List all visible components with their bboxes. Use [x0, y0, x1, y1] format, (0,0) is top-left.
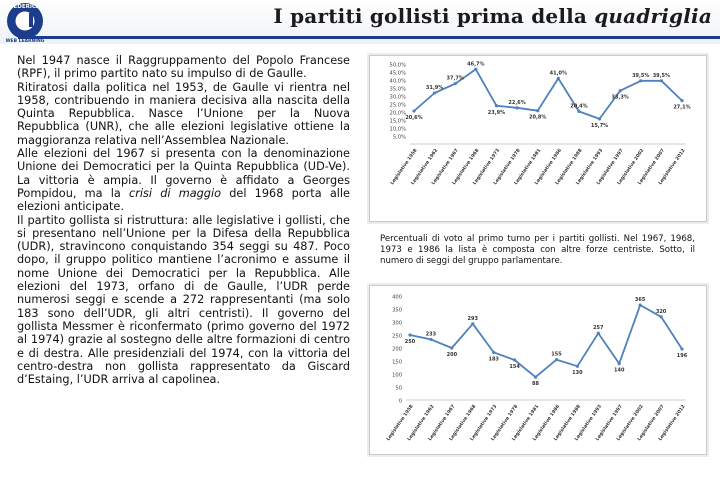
data-point — [534, 376, 537, 379]
x-tick-label: Legislative 1962 — [407, 404, 436, 443]
y-tick-label: 25,0% — [389, 102, 406, 109]
data-label: 20,4% — [570, 103, 588, 110]
federica-logo — [2, 0, 48, 46]
logo-text: FEDERICA — [9, 4, 41, 10]
x-tick-label: Legislative 2007 — [637, 148, 667, 187]
data-label: 233 — [425, 331, 437, 338]
data-point — [557, 77, 560, 80]
paragraph-udve — [17, 147, 350, 213]
y-tick-label: 50 — [395, 385, 402, 392]
chart-caption: Percentuali di voto al primo turno per i partiti gollisti. Nel 1967, 1968, 1973 e 1986 la lista è composta con altre forze centriste. Sotto, il numero di seggi del gruppo parlamentare. — [380, 234, 695, 266]
x-tick-label: Legislative 1981 — [511, 404, 541, 443]
y-tick-label: 0 — [398, 398, 402, 405]
x-tick-label: Legislative 1997 — [596, 148, 625, 187]
x-tick-label: Legislative 1967 — [427, 404, 457, 443]
header-rule — [18, 36, 720, 39]
data-label: 15,7% — [590, 122, 609, 129]
data-point — [471, 322, 474, 325]
y-tick-label: 100 — [392, 372, 402, 379]
vote-percentage-chart — [369, 55, 707, 222]
data-label: 33,3% — [611, 94, 629, 101]
title-main: I partiti gollisti prima della — [273, 4, 595, 28]
data-label: 365 — [634, 297, 646, 304]
data-label: 196 — [676, 353, 688, 360]
x-tick-label: Legislative 1986 — [534, 148, 563, 187]
x-tick-label: Legislative 2012 — [658, 148, 687, 187]
y-tick-label: 50,0% — [389, 62, 406, 69]
data-point — [429, 338, 432, 341]
y-tick-label: 15,0% — [389, 118, 406, 125]
data-label: 22,6% — [508, 99, 526, 106]
x-tick-label: Legislative 1988 — [555, 148, 584, 187]
x-tick-label: Legislative 1993 — [575, 148, 605, 187]
data-label: 39,5% — [632, 72, 650, 79]
x-tick-label: Legislative 1958 — [390, 148, 419, 187]
paragraph-udve-start: Alle elezioni del 1967 si presenta con la denominazione Unione dei Democratici per la Quinta Repubblica (UD-Ve). La vittoria è ampia. Il governo è affidato a Georges Pompidou, ma la — [17, 147, 350, 200]
data-point — [454, 82, 457, 85]
data-point — [555, 358, 558, 361]
data-point — [660, 79, 663, 82]
data-point — [639, 79, 642, 82]
x-tick-label: Legislative 2012 — [658, 404, 687, 443]
data-label: 293 — [467, 315, 478, 322]
x-tick-label: Legislative 1973 — [469, 404, 499, 443]
data-point — [433, 91, 436, 94]
data-label: 320 — [655, 308, 667, 315]
slide-header — [0, 0, 720, 44]
data-label: 41,0% — [549, 70, 567, 77]
data-point — [577, 110, 580, 113]
data-label: 257 — [593, 325, 604, 332]
data-label: 31,9% — [425, 84, 444, 91]
data-point — [450, 346, 453, 349]
y-tick-label: 200 — [392, 346, 402, 353]
y-tick-label: 30,0% — [389, 94, 406, 101]
x-tick-label: Legislative 1973 — [472, 148, 502, 187]
data-label: 39,5% — [652, 72, 671, 79]
y-tick-label: 10,0% — [389, 126, 406, 133]
y-tick-label: 20,0% — [389, 110, 406, 117]
data-point — [495, 104, 498, 107]
y-tick-label: 300 — [392, 320, 402, 327]
y-tick-label: 400 — [392, 294, 402, 301]
data-label: 200 — [446, 352, 458, 358]
data-point — [474, 68, 477, 71]
x-tick-label: Legislative 2002 — [616, 148, 646, 187]
data-point — [513, 358, 516, 361]
data-label: 20,8% — [529, 114, 547, 121]
x-tick-label: Legislative 1978 — [490, 404, 520, 443]
series-line — [410, 305, 682, 377]
x-tick-label: Legislative 1968 — [448, 404, 478, 443]
x-tick-label: Legislative 1988 — [553, 404, 583, 443]
data-label: 130 — [572, 370, 583, 377]
y-tick-label: 35,0% — [389, 86, 406, 93]
paragraph-unr: Ritiratosi dalla politica nel 1953, de Gaulle vi rientra nel 1958, contribuendo in maniera decisiva alla nascita della Quinta Repubblica. Nasce l’Unione per la Nuova Repubblica (UNR), che alle elezioni legislative ottiene la maggioranza relativa nell’Assemblea Nazionale. — [17, 80, 350, 147]
data-label: 250 — [404, 339, 416, 345]
y-tick-label: 150 — [392, 359, 402, 366]
vote-percentage-svg — [370, 56, 706, 221]
y-tick-label: 40,0% — [389, 78, 406, 85]
y-tick-label: 250 — [392, 333, 402, 340]
data-point — [515, 106, 518, 109]
data-point — [536, 109, 539, 112]
x-tick-label: Legislative 1981 — [513, 148, 543, 187]
data-label: 154 — [509, 363, 520, 370]
data-point — [680, 347, 683, 350]
data-point — [492, 351, 495, 354]
crisi-di-maggio: crisi di maggio — [129, 186, 222, 200]
y-tick-label: 5,0% — [392, 134, 406, 141]
paragraph-rpf: Nel 1947 nasce il Raggruppamento del Popolo Francese (RPF), il primo partito nato su impulso di de Gaulle. — [17, 54, 350, 81]
data-point — [639, 304, 642, 307]
data-point — [680, 99, 683, 102]
data-point — [618, 362, 621, 365]
data-label: 155 — [551, 351, 562, 358]
paragraph-udve-end: del 1968 porta alle elezioni anticipate. — [17, 186, 350, 214]
data-label: 23,9% — [487, 109, 506, 116]
data-point — [408, 333, 411, 336]
data-point — [597, 332, 600, 335]
x-tick-label: Legislative 2007 — [637, 404, 666, 443]
logo-subtext: WEB LEARNING — [5, 39, 45, 44]
seats-svg — [370, 286, 706, 454]
x-tick-label: Legislative 1986 — [532, 404, 562, 443]
x-tick-label: Legislative 1958 — [386, 404, 415, 443]
paragraph-udr: Il partito gollista si ristruttura: alle legislative i gollisti, che si presentano nell’Unione per la Difesa della Repubblica (UDR), stravincono conquistando 354 seggi su 487. Poco dopo, il gruppo politico mantiene l’acronimo e assume il nome Unione dei Democratici per la Repubblica. Alle elezioni del 1973, orfano di de Gaulle, l’UDR perde numerosi seggi e scende a 272 rappresentanti (ma solo 183 sono dell’UDR, gli altri centristi). Il governo del gollista Messmer è riconfermato (primo governo del 1972 al 1974) grazie al sostegno delle altre formazioni di centro e di destra. Alle presidenziali del 1974, con la vittoria del centro-destra non gollista rappresentato da Giscard d’Estaing, l’UDR arriva al capolinea. — [17, 213, 350, 387]
data-label: 88 — [532, 381, 540, 388]
title-italic: quadriglia — [594, 4, 712, 28]
data-point — [598, 117, 601, 120]
body-text — [17, 54, 350, 386]
data-point — [619, 89, 622, 92]
data-label: 140 — [614, 367, 625, 374]
data-point — [659, 315, 662, 318]
page-title — [273, 4, 712, 28]
data-label: 46,7% — [467, 61, 485, 68]
x-tick-label: Legislative 1968 — [451, 148, 481, 187]
x-tick-label: Legislative 1978 — [493, 148, 522, 187]
data-point — [576, 365, 579, 368]
seats-chart — [369, 285, 707, 455]
data-label: 27,1% — [673, 104, 691, 111]
x-tick-label: Legislative 2002 — [616, 404, 645, 443]
data-label: 183 — [488, 356, 499, 363]
y-tick-label: 45,0% — [389, 70, 406, 77]
x-tick-label: Legislative 1962 — [410, 148, 440, 187]
data-label: 37,7% — [446, 75, 464, 82]
data-point — [412, 109, 415, 112]
x-tick-label: Legislative 1993 — [574, 404, 603, 443]
y-tick-label: 350 — [392, 307, 402, 314]
x-tick-label: Legislative 1967 — [431, 148, 460, 187]
x-tick-label: Legislative 1997 — [595, 404, 624, 443]
data-label: 20,6% — [405, 115, 423, 122]
